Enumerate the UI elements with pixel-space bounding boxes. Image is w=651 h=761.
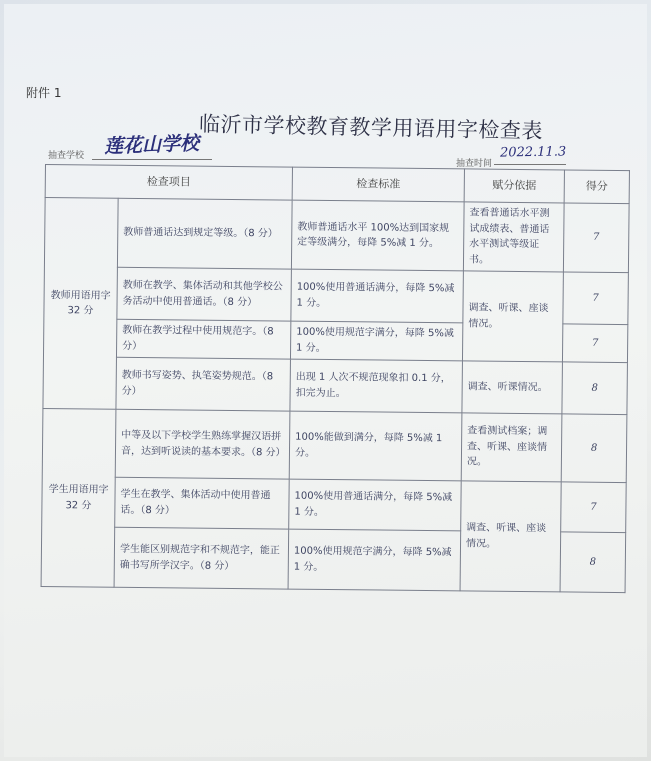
school-underline [92, 159, 212, 160]
basis-cell: 调查、听课、座谈情况。 [460, 481, 561, 592]
basis-cell: 查看普通话水平测试成绩表、普通话水平测试等级证书。 [463, 202, 564, 272]
standard-cell: 100%使用普通话满分，每降 5%减 1 分。 [291, 269, 464, 323]
basis-cell: 查看测试档案；调查、听课、座谈情况。 [461, 413, 562, 482]
standard-cell: 100%能做到满分，每降 5%减 1 分。 [289, 411, 462, 481]
date-underline [494, 164, 566, 165]
item-cell: 教师普通话达到规定等级。（8 分） [117, 198, 292, 269]
header-score: 得分 [564, 170, 629, 204]
score-cell: 8 [560, 532, 626, 593]
page-title: 临沂市学校教育教学用语用字检查表 [198, 112, 544, 144]
table-row [42, 408, 627, 482]
school-label: 抽查学校 [48, 151, 85, 161]
standard-cell: 100%使用规范字满分，每降 5%减 1 分。 [288, 529, 461, 591]
score-cell: 7 [563, 203, 629, 273]
table-row [44, 266, 629, 324]
basis-cell: 调查、听课情况。 [462, 361, 563, 414]
table-row [42, 476, 626, 532]
score-cell: 7 [561, 482, 627, 533]
score-cell: 8 [561, 414, 627, 483]
header-item: 检查项目 [45, 165, 292, 201]
date-label: 抽查时间 [456, 159, 493, 169]
standard-cell: 100%使用规范字满分，每降 5%减 1 分。 [290, 321, 462, 361]
document-page [4, 4, 647, 757]
item-cell: 学生在教学、集体活动中使用普通话。（8 分） [115, 477, 290, 529]
category-student: 学生用语用字 32 分 [41, 408, 116, 587]
date-handwritten: 2022.11.3 [499, 144, 567, 161]
score-cell: 7 [562, 324, 627, 363]
school-name-handwritten: 莲花山学校 [103, 132, 200, 158]
standard-cell: 教师普通话水平 100%达到国家规定等级满分，每降 5%减 1 分。 [291, 200, 464, 271]
item-cell: 中等及以下学校学生熟练掌握汉语拼音，达到听说读的基本要求。（8 分） [115, 409, 290, 479]
score-cell: 7 [563, 272, 629, 325]
item-cell: 教师在教学过程中使用规范字。（8 分） [116, 319, 290, 359]
standard-cell: 100%使用普通话满分，每降 5%减 1 分。 [289, 479, 462, 531]
basis-cell: 调查、听课、座谈情况。 [462, 271, 563, 362]
inspection-table [41, 164, 630, 593]
table-row [43, 356, 628, 414]
item-cell: 教师在教学、集体活动和其他学校公务活动中使用普通话。（8 分） [117, 267, 292, 321]
item-cell: 教师书写姿势、执笔姿势规范。（8 分） [116, 357, 291, 411]
score-cell: 8 [562, 362, 628, 415]
item-cell: 学生能区别规范字和不规范字，能正确书写所学汉字。（8 分） [114, 527, 289, 589]
header-basis: 赋分依据 [464, 169, 564, 203]
header-standard: 检查标准 [292, 167, 464, 202]
annex-label: 附件 1 [26, 86, 62, 100]
standard-cell: 出现 1 人次不规范现象扣 0.1 分，扣完为止。 [290, 359, 463, 413]
category-teacher: 教师用语用字 32 分 [43, 198, 118, 410]
table-row [44, 198, 629, 273]
